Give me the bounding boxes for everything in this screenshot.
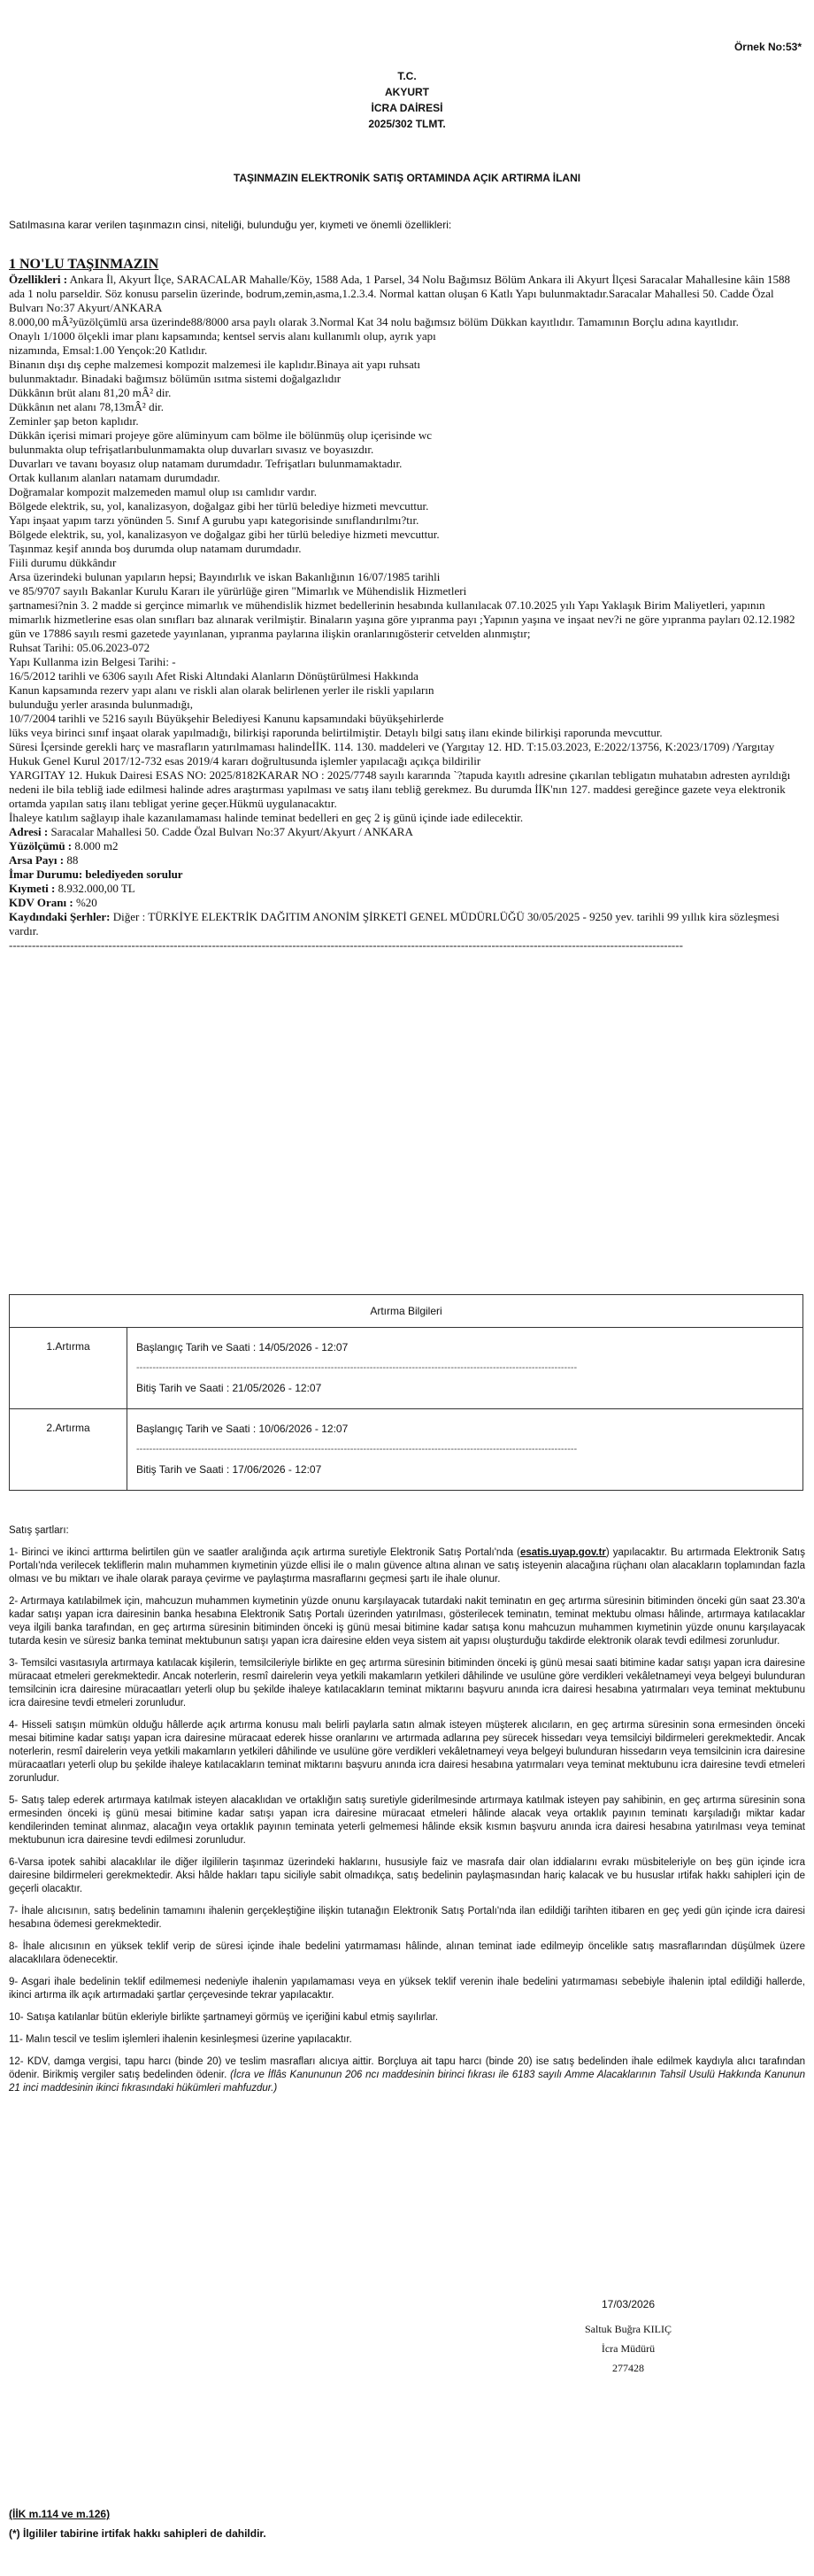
encumbrance-row [9,910,805,938]
condition-text: 1- Birinci ve ikinci arttırma belirtilen gün ve saatler aralığında açık artırma suretiyle Elektronik Satış Portalı'nda ( [9,1547,520,1558]
features-line: bulunmaktadır. Binadaki bağımsız bölümün ısıtma sistemi doğalgazlıdır [9,372,342,385]
address-label: Adresi : [9,825,49,838]
sample-number: Örnek No:53* [733,41,802,53]
features-line: Yapı Kullanma izin Belgesi Tarihi: - [9,655,176,668]
auction-caption: Artırma Bilgileri [10,1295,803,1328]
page-title: TAŞINMAZIN ELEKTRONİK SATIŞ ORTAMINDA AÇIK ARTIRMA İLANI [233,172,581,184]
end-label: Bitiş Tarih ve Saati : [136,1463,233,1476]
header-file-number: 2025/302 TLMT. [368,118,446,130]
kdv-label: KDV Oranı : [9,896,73,909]
features-line: Süresi İçersinde gerekli harç ve masrafların yatırılmaması halindeİİK. 114. 130. maddeleri ve (Yargıtay 12. HD. T:15.03.2023, E:2022/13756, K:2023/1709) /Yargıtay Hukuk Genel Kurul 2017/12-732 esas 2019/4 kararı doğrultusunda işlemler yapılacağı açıkça bildirilir [9,740,775,767]
features-line: Bölgede elektrik, su, yol, kanalizasyon ve doğalgaz gibi her türlü belediye hizmeti mevcuttur. [9,528,440,541]
condition-note: (İcra ve İflâs Kanununun 206 ncı maddesinin birinci fıkrası ile 6183 sayılı Amme Alacaklarının Tahsil Usulü Hakkında Kanunun 21 inci maddesinin ikinci fıkrasındaki hükümleri mahfuzdur.) [9,2070,805,2094]
features-line: Duvarları ve tavanı boyasız olup natamam durumdadır. Tefrişatları bulunmamaktadır. [9,457,403,470]
condition-text: 12- KDV, damga vergisi, tapu harcı (binde 20) ve teslim masrafları alıcıya aittir. Borçluya ait tapu harcı (binde 20) ise satış bedelinden ihale edilmek kaydıyla alıcı tarafından ödenir. Birikmiş vergiler satış bedelinden ödenir. [9,2056,805,2080]
property-section [9,257,805,953]
intro-text: Satılmasına karar verilen taşınmazın cinsi, niteliği, bulunduğu yer, kıymeti ve önemli özellikleri: [9,219,452,231]
features-line: Taşınmaz keşif anında boş durumda olup natamam durumdadır. [9,542,302,555]
condition-4: 4- Hisseli satışın mümkün olduğu hâllerde açık artırma konusu malı belirli paylarla satın almak isteyen müşterek alıcıların, en geç artırma süresinin sona ermesinden önceki mesai bitimine kadar satışı yapan icra dairesine müracaat ederek hisse oranlarını ve artırmada adlarına pey sürecek hissedarı veya temsilciyi bildirmeleri gerekmektedir. Ancak noterlerin, resmî dairelerin veya yetkili makamların yetkileri dâhilinde ve usulüne göre verdikleri vekâletnameyi veya belgeyi bulunduran hissedarın veya temsilcinin icra dairesine müracaatları yeterli olup bu şekilde ihaleye katılacakların teminat miktarını başvuru anında icra dairesi hesabına yatırmaları veya teminat mektubunu icra dairesine tevdi etmeleri zorunludur. [9,1720,805,1784]
kdv-value: %20 [73,896,97,909]
signature-date: 17/03/2026 [601,2298,656,2310]
features-line: Bölgede elektrik, su, yol, kanalizasyon, doğalgaz gibi her türlü belediye hizmeti mevcuttur. [9,499,429,513]
auction-dates [127,1328,803,1409]
signature-title: İcra Müdürü [601,2342,656,2355]
features-line: Binanın dışı dış cephe malzemesi kompozit malzemesi ile kaplıdır.Binaya ait yapı ruhsatı [9,358,420,371]
features-line: şartnamesi?nin 3. 2 madde si gerçince mimarlık ve mühendislik hizmet bedellerinin hesabında kullanılacak 07.10.2025 yılı Yapı Yaklaşık Birim Maliyetleri, yapının mimarlık hizmetlerine esas olan sınıfları baz alınarak verilmiştir. Binaların yaşına göre yıpranma payı ;Yapının yaşına ve inşaat nev?i ne göre yıpranma payları 02.12.1982 gün ve 17886 sayılı resmi gazetede yayınlanan, yıpranma paylarına ilişkin oranlarınıgösterir cetvelden alınmıştır; [9,598,795,640]
features-line: Onaylı 1/1000 ölçekli imar planı kapsamında; kentsel servis alanı kullanımlı olup, ayrık yapı [9,329,436,343]
start-date: 10/06/2026 - 12:07 [258,1423,349,1435]
address-row [9,825,805,839]
header-city: AKYURT [385,86,429,98]
header-office: İCRA DAİRESİ [371,102,443,114]
condition-8: 8- İhale alıcısının en yüksek teklif verip de süresi içinde ihale bedelini yatırmaması hâlinde, alınan teminat iade edilmeyip öncelikle satış masraflarından düşülmek üzere alacaklılara ödenecektir. [9,1941,805,1965]
end-label: Bitiş Tarih ve Saati : [136,1382,233,1394]
features-line: 16/5/2012 tarihli ve 6306 sayılı Afet Riski Altındaki Alanların Dönüştürülmesi Hakkında [9,669,419,683]
features-line: Ankara İl, Akyurt İlçe, SARACALAR Mahalle/Köy, 1588 Ada, 1 Parsel, 34 Nolu Bağımsız Bölüm Ankara ili Akyurt İlçesi Saracalar Mahallesine kâin 1588 ada 1 nolu parseldir. Söz konusu parselin üzerinde, bodrum,zemin,asma,1.2.3.4. Normal kattan oluşan 6 Katlı Yapı bulunmaktadır.Saracalar Mahallesi 50. Cadde Özal Bulvarı No:37 Akyurt/ANKARA [9,273,790,314]
area-label: Yüzölçümü : [9,839,73,852]
features-line: Fiili durumu dükkândır [9,556,117,569]
auction-table [9,1294,803,1491]
condition-7: 7- İhale alıcısının, satış bedelinin tamamını ihalenin gerçekleştiğine ilişkin tutanağın Elektronik Satış Portalı'nda ilan edildiği tarihten itibaren en geç yedi gün içinde icra dairesi hesabına ödemesi gerekmektedir. [9,1906,805,1930]
features-line: 10/7/2004 tarihli ve 5216 sayılı Büyükşehir Belediyesi Kanunu kapsamındaki büyükşehirlerde [9,712,444,725]
date-separator: ---------------------------------------------------------------------------------------------------------------------------------------- [136,1362,578,1373]
end-date-line [136,1381,795,1395]
value-label: Kıymeti : [9,882,56,895]
property-heading: 1 NO'LU TAŞINMAZIN [9,257,159,272]
auction-label: 2.Artırma [10,1409,127,1491]
condition-1 [9,1546,805,1586]
start-date-line [136,1340,795,1354]
features-line: Yapı inşaat yapım tarzı yönünden 5. Sınıf A gurubu yapı kategorisinde sınıflandırılmı?tır. [9,513,419,527]
signature-number: 277428 [612,2362,644,2374]
start-label: Başlangıç Tarih ve Saati : [136,1341,259,1354]
features-line: Dükkân içerisi mimari projeye göre alüminyum cam bölme ile bölünmüş olup içerisinde wc [9,428,432,442]
features-line: ve 85/9707 sayılı Bakanlar Kurulu Kararı ile yürürlüğe giren "Mimarlık ve Mühendislik Hizmetleri [9,584,467,598]
encumbrance-label: Kaydındaki Şerhler: [9,910,111,923]
law-reference: (İİK m.114 ve m.126) [9,2508,111,2520]
sale-conditions [9,1524,805,2104]
encumbrance-value: Diğer : TÜRKİYE ELEKTRİK DAĞITIM ANONİM ŞİRKETİ GENEL MÜDÜRLÜĞÜ 30/05/2025 - 9250 yev. tarihli 99 yıllık kira sözleşmesi vardır. [9,910,779,937]
auction-row [10,1328,803,1409]
share-value: 88 [64,853,79,867]
auction-row [10,1409,803,1491]
condition-10: 10- Satışa katılanlar bütün ekleriyle birlikte şartnameyi görmüş ve içeriğini kabul etmiş sayılırlar. [9,2012,439,2023]
share-label: Arsa Payı : [9,853,65,867]
features-line: İhaleye katılım sağlayıp ihale kazanılamaması halinde teminat bedelleri en geç 2 iş günü içinde iade edilecektir. [9,811,524,824]
address-value: Saracalar Mahallesi 50. Cadde Özal Bulvarı No:37 Akyurt/Akyurt / ANKARA [48,825,413,838]
condition-2: 2- Artırmaya katılabilmek için, mahcuzun muhammen kıymetinin yüzde onunu karşılayacak tutardaki nakit teminatın en geç artırma süresinin bitiminden önceki gün saat 23.30'a kadar satışı yapan icra dairesinin banka hesabına Elektronik Satış Portalı üzerinden yatırılması, gösterilecek teminatın, teminat mektubu olması hâlinde, artırmaya katılacaklar veya ilgili banka tarafından, en geç artırma süresinin bitiminden önceki iş günü mesai bitimine kadar satışa konu mahcuzun muhammen kıymetinin yüzde onunu karşılayacak tutarda kesin ve süresiz banka teminat mektubunun satışı yapan icra dairesine elden veya sistem ait yapısı oluşturduğu takdirde elektronik olarak tevdi edilmesi zorunludur. [9,1596,805,1647]
dash-divider: -------------------------------------------------------------------------------------------------------------------------------------------------------------------------------- [9,938,683,952]
footer-note: (*) İlgililer tabirine irtifak hakkı sahipleri de dahildir. [9,2527,266,2540]
header-tc: T.C. [397,70,417,82]
features-line: Zeminler şap beton kaplıdır. [9,414,139,428]
condition-6: 6-Varsa ipotek sahibi alacaklılar ile diğer ilgililerin taşınmaz üzerindeki haklarını, hususiyle faiz ve masrafa dair olan iddialarını evrakı müsbiteleriyle on beş gün içinde icra dairesine bildirmeleri gerekmektedir. Aksi hâlde hakları tapu siciliyle sabit olmadıkça, satış bedelinin paylaşmasından hariç kalacak ve bu hususlar ırtifak hakkı sahipleri için de geçerli olacaktır. [9,1857,805,1894]
start-date-line [136,1422,795,1436]
area-value: 8.000 m2 [72,839,119,852]
property-features-first [9,273,805,315]
signature-block [549,2294,708,2378]
features-line: Ruhsat Tarihi: 05.06.2023-072 [9,641,150,654]
features-line: lüks veya birinci sınıf inşaat olarak yapılmadığı, bilirkişi raporunda belirtilmiştir. Detaylı bilgi satış ilanı ekinde bilirkişi raporunda mevcuttur. [9,726,663,739]
date-separator: ---------------------------------------------------------------------------------------------------------------------------------------- [136,1444,578,1454]
condition-text: ) yapılacaktır. Bu artırmada Elektronik Satış Portalı'nda verilecek tekliflerin malın muhammen kıymetinin yüzde ellisi ile o malın güvence altına alınan ve satış isteyenin alacağına rüçhanı olan alacakların toplamından fazla olması ve bu miktarı ve ihale olarak paraya çevirme ve paylaştırma masraflarını geçmesi şartı ile ihale olunur. [9,1547,805,1585]
condition-9: 9- Asgari ihale bedelinin teklif edilmemesi nedeniyle ihalenin yapılamaması veya en yüksek teklif verenin ihale bedelini yatırmaması sebebiyle ihalenin iptal edildiği hallerde, ikinci artırma ilk açık artırmadaki şartlar çerçevesinde tekrar yapılacaktır. [9,1977,805,2001]
value-row [9,882,805,896]
kdv-row [9,896,805,910]
features-line: Dükkânın brüt alanı 81,20 mÂ² dir. [9,386,172,399]
features-line: 8.000,00 mÂ²yüzölçümlü arsa üzerinde88/8000 arsa paylı olarak 3.Normal Kat 34 nolu bağımsız bölüm Dükkan kayıtlıdır. Tamamının Borçlu adına kayıtlıdır. [9,315,739,328]
start-date: 14/05/2026 - 12:07 [258,1341,349,1354]
esatis-link[interactable]: esatis.uyap.gov.tr [519,1547,606,1558]
condition-3: 3- Temsilci vasıtasıyla artırmaya katılacak kişilerin, temsilcileriyle birlikte en geç artırma süresinin bitiminden önceki iş günü mesai saati bitimine kadar satışı yapan icra dairesine müracaat etmeleri gerekmektedir. Ancak noterlerin, resmî dairelerin veya yetkili makamların yetkileri dâhilinde ve usulüne göre verdikleri vekâletnameyi veya belgeyi bulunduran temsilcinin icra dairesine müracaatları yeterli olup bu şekilde ihaleye katılacakların teminat miktarını başvuru anında icra dairesi hesabına yatırmaları veya teminat mektubunu icra dairesine tevdi etmeleri zorunludur. [9,1658,805,1708]
features-line: nizamında, Emsal:1.00 Yençok:20 Katlıdır. [9,343,208,357]
value-amount: 8.932.000,00 TL [55,882,135,895]
end-date: 21/05/2026 - 12:07 [232,1382,322,1394]
condition-5: 5- Satış talep ederek artırmaya katılmak isteyen alacaklıdan ve ortaklığın satış suretiyle giderilmesinde artırmaya katılmak isteyen pay sahibinin, en geç artırma süresinin sona ermesinden önceki iş günü mesai bitimine kadar satışı yapan icra dairesine müracaat etmeleri hâlinde alacak veya ortaklık payının teminatı karşıladığı miktar kadar kendilerinden teminat alınmaz, alacağın veya ortaklık payının teminata yeterli gelmemesi hâlinde eksik kısmın başvuru anında icra dairesi hesabına yatırılması veya teminat mektubunun icra dairesine tevdi edilmesi zorunludur. [9,1795,805,1846]
signature-name: Saltuk Buğra KILIÇ [585,2323,672,2335]
zoning-text: İmar Durumu: belediyeden sorulur [9,868,183,881]
area-row [9,839,805,853]
auction-label: 1.Artırma [10,1328,127,1409]
condition-11: 11- Malın tescil ve teslim işlemleri ihalenin kesinleşmesi üzerine yapılacaktır. [9,2034,352,2045]
features-line: Ortak kullanım alanları natamam durumdadır. [9,471,220,484]
end-date-line [136,1462,795,1477]
features-label: Özellikleri : [9,273,68,286]
share-row [9,853,805,868]
end-date: 17/06/2026 - 12:07 [232,1463,322,1476]
features-line: Arsa üzerindeki bulunan yapıların hepsi; Bayındırlık ve iskan Bakanlığının 16/07/1985 tarihli [9,570,441,583]
features-line: Dükkânın net alanı 78,13mÂ² dir. [9,400,165,413]
auction-dates [127,1409,803,1491]
features-line: Kanun kapsamında rezerv yapı alanı ve riskli alan olarak belirlenen yerler ile riskli yapıların [9,683,434,697]
zoning-row [9,868,805,882]
start-label: Başlangıç Tarih ve Saati : [136,1423,259,1435]
conditions-heading: Satış şartları: [9,1525,69,1536]
features-line: bulunduğu yerler arasında bulunmadığı, [9,698,193,711]
features-line: Doğramalar kompozit malzemeden mamul olup ısı camlıdır vardır. [9,485,318,498]
condition-12 [9,2055,805,2095]
features-line: YARGITAY 12. Hukuk Dairesi ESAS NO: 2025/8182KARAR NO : 2025/7748 sayılı kararında `?tapuda kayıtlı adresine çıkarılan tebligatın muhatabın adresten ayrıldığı nedeni ile bila tebliğ iade edilmesi halinde adres araştırması yapılması ve satış ilanı tebliğ gerekmez. Bu durumda İİK'nın 127. maddesi gereğince gazete veya elektronik ortamda yapılan satış ilanı tebligat yerine geçer.Hükmü uygulanacaktır. [9,768,791,810]
features-line: bulunmakta olup tefrişatlarıbulunmamakta olup duvarları sıvasız ve boyasızdır. [9,443,374,456]
